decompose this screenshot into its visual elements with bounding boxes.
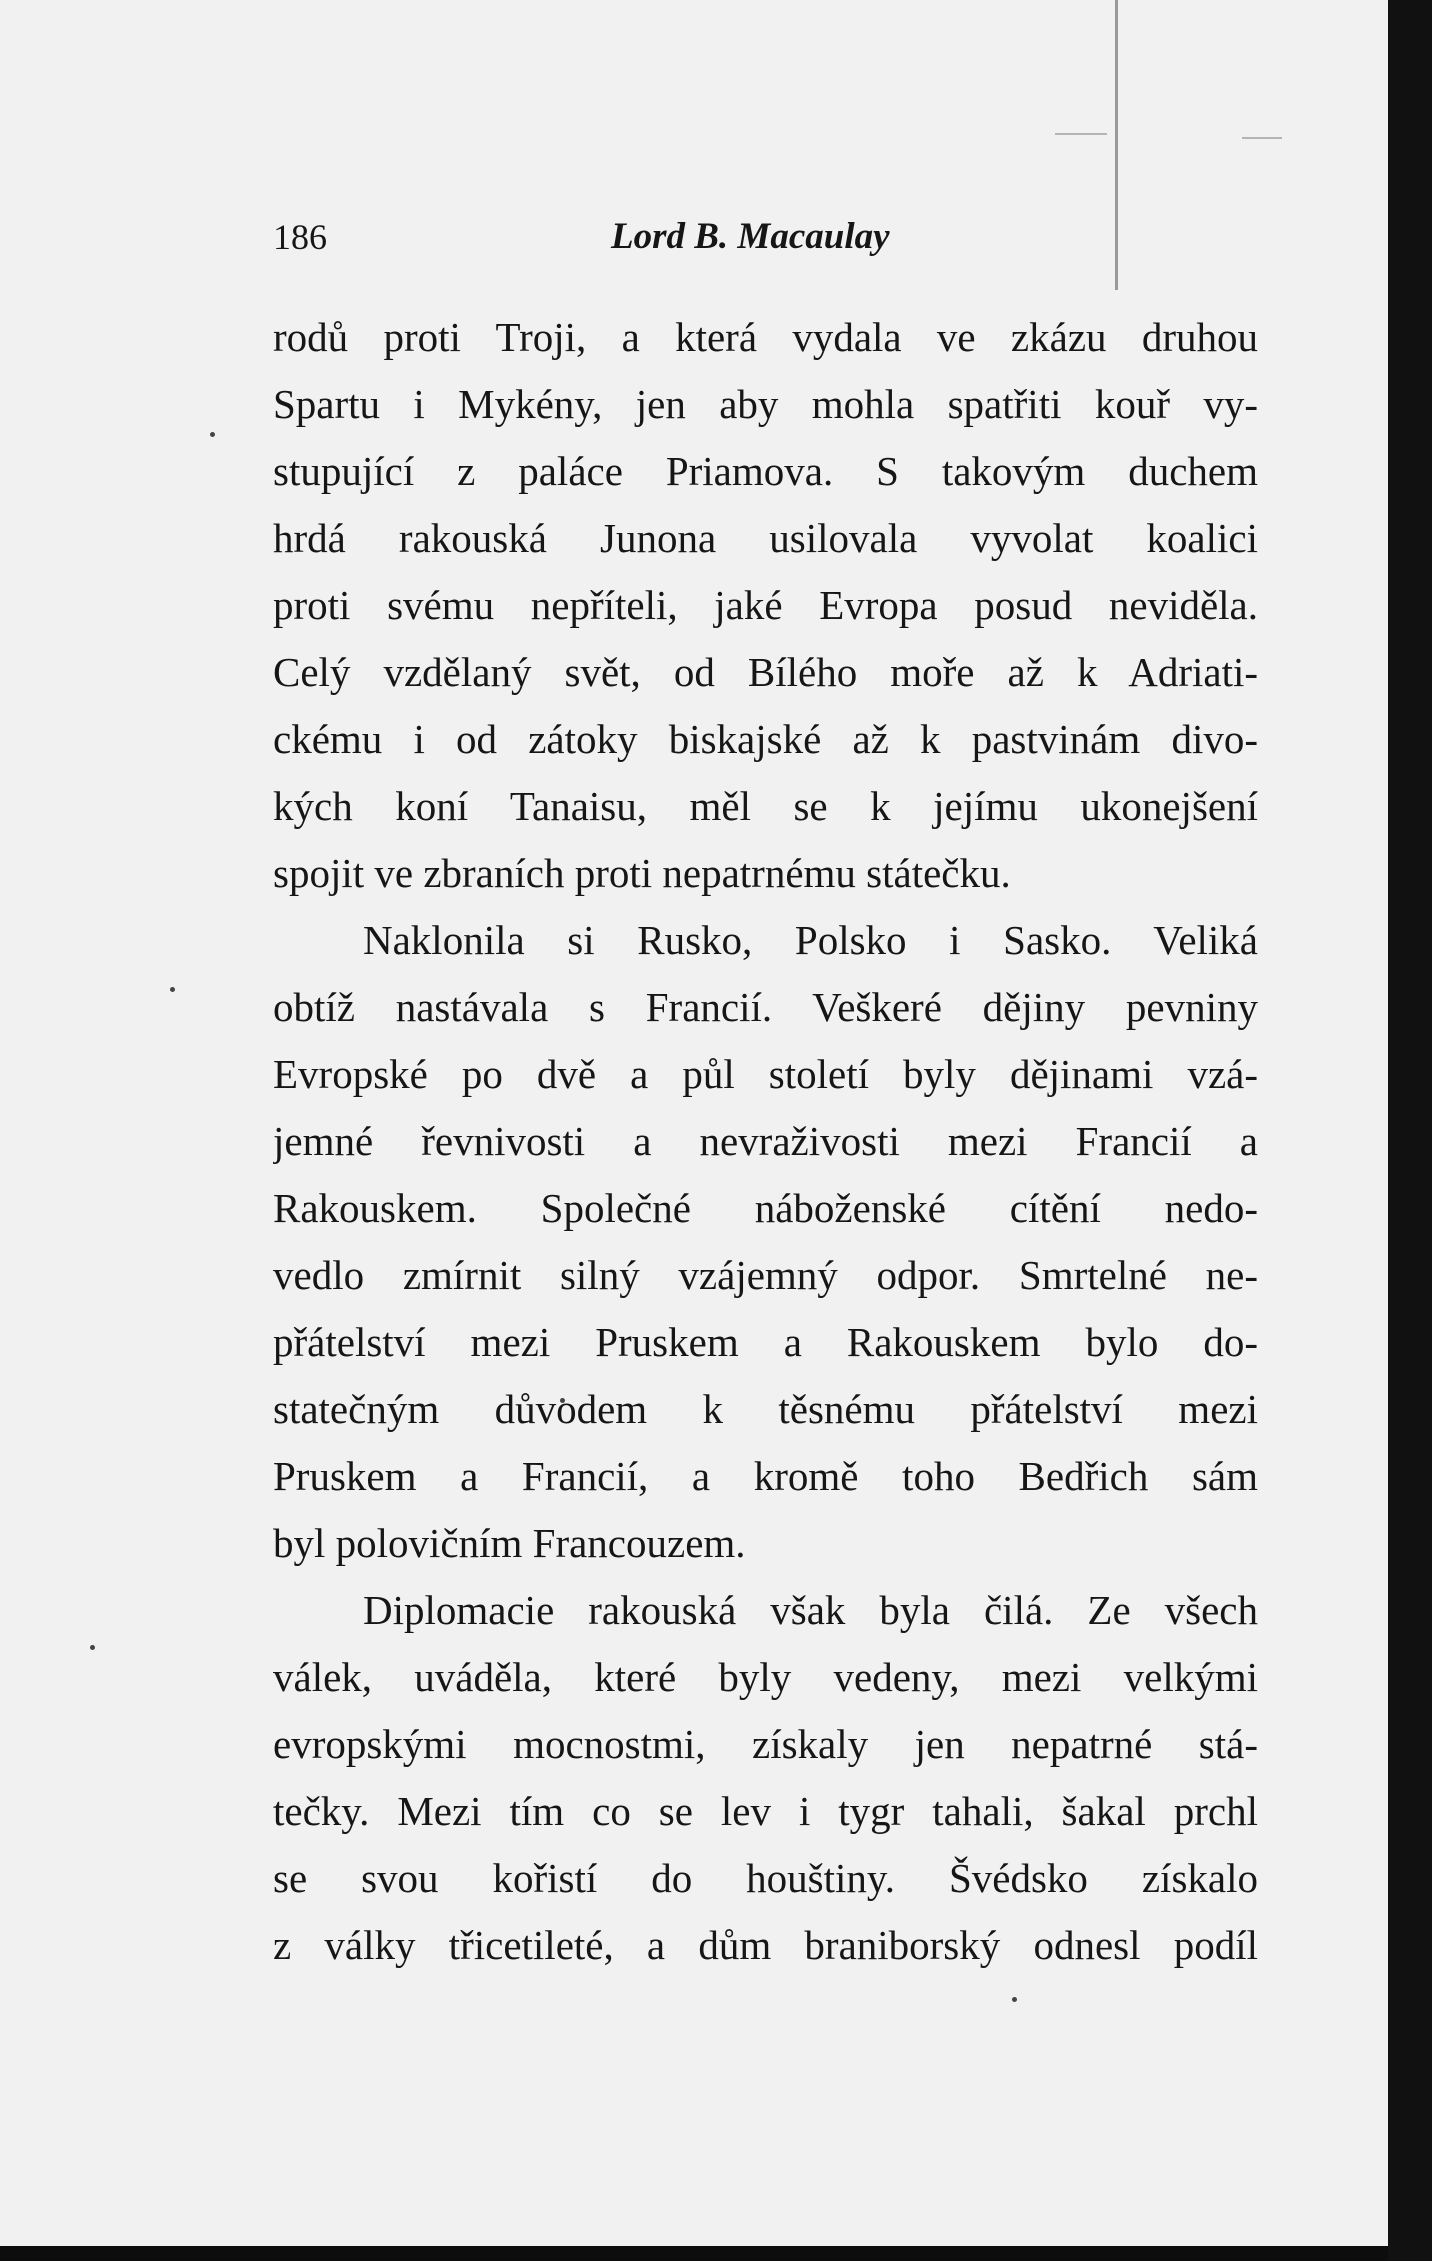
text-line: Naklonila si Rusko, Polsko i Sasko. Veliká: [363, 917, 1258, 963]
text-line: statečným důvodem k těsnému přátelství mezi: [273, 1386, 1258, 1432]
scan-border: [1388, 0, 1432, 2261]
text-line: vedlo zmírnit silný vzájemný odpor. Smrtelné ne-: [273, 1252, 1258, 1298]
running-head: Lord B. Macaulay: [611, 216, 890, 257]
text-line: Rakouskem. Společné náboženské cítění nedo-: [273, 1185, 1258, 1231]
text-line: Diplomacie rakouská však byla čilá. Ze všech: [363, 1587, 1258, 1633]
scan-artifact-dash: [1055, 133, 1107, 135]
scan-speck: [210, 432, 215, 437]
text-line: proti svému nepříteli, jaké Evropa posud neviděla.: [273, 582, 1258, 628]
text-line: byl polovičním Francouzem.: [273, 1520, 746, 1566]
scan-speck: [170, 987, 175, 992]
text-line: obtíž nastávala s Francií. Veškeré dějiny pevniny: [273, 984, 1258, 1030]
text-line: hrdá rakouská Junona usilovala vyvolat koalici: [273, 515, 1258, 561]
text-line: Celý vzdělaný svět, od Bílého moře až k Adriati-: [273, 649, 1258, 695]
page-number: 186: [273, 217, 327, 257]
text-line: Spartu i Mykény, jen aby mohla spatřiti kouř vy-: [273, 381, 1258, 427]
text-line: rodů proti Troji, a která vydala ve zkázu druhou: [273, 314, 1258, 360]
text-line: Pruskem a Francií, a kromě toho Bedřich sám: [273, 1453, 1258, 1499]
scan-speck: [1012, 1997, 1017, 2002]
text-line: jemné řevnivosti a nevraživosti mezi Francií a: [273, 1118, 1258, 1164]
text-line: tečky. Mezi tím co se lev i tygr tahali, šakal prchl: [273, 1788, 1258, 1834]
body-text: [273, 304, 1258, 1979]
text-line: kých koní Tanaisu, měl se k jejímu ukonejšení: [273, 783, 1258, 829]
text-line: Evropské po dvě a půl století byly dějinami vzá-: [273, 1051, 1258, 1097]
text-line: spojit ve zbraních proti nepatrnému státečku.: [273, 850, 1011, 896]
page-header: [273, 212, 1258, 262]
text-line: z války třicetileté, a dům braniborský odnesl podíl: [273, 1922, 1258, 1968]
scan-speck: [90, 1645, 95, 1650]
text-line: evropskými mocnostmi, získaly jen nepatrné stá-: [273, 1721, 1258, 1767]
text-line: ckému i od zátoky biskajské až k pastvinám divo-: [273, 716, 1258, 762]
text-line: přátelství mezi Pruskem a Rakouskem bylo do-: [273, 1319, 1258, 1365]
text-line: stupující z paláce Priamova. S takovým duchem: [273, 448, 1258, 494]
text-line: válek, uváděla, které byly vedeny, mezi velkými: [273, 1654, 1258, 1700]
scan-artifact-dash: [1242, 137, 1282, 139]
text-line: se svou kořistí do houštiny. Švédsko získalo: [273, 1855, 1258, 1901]
